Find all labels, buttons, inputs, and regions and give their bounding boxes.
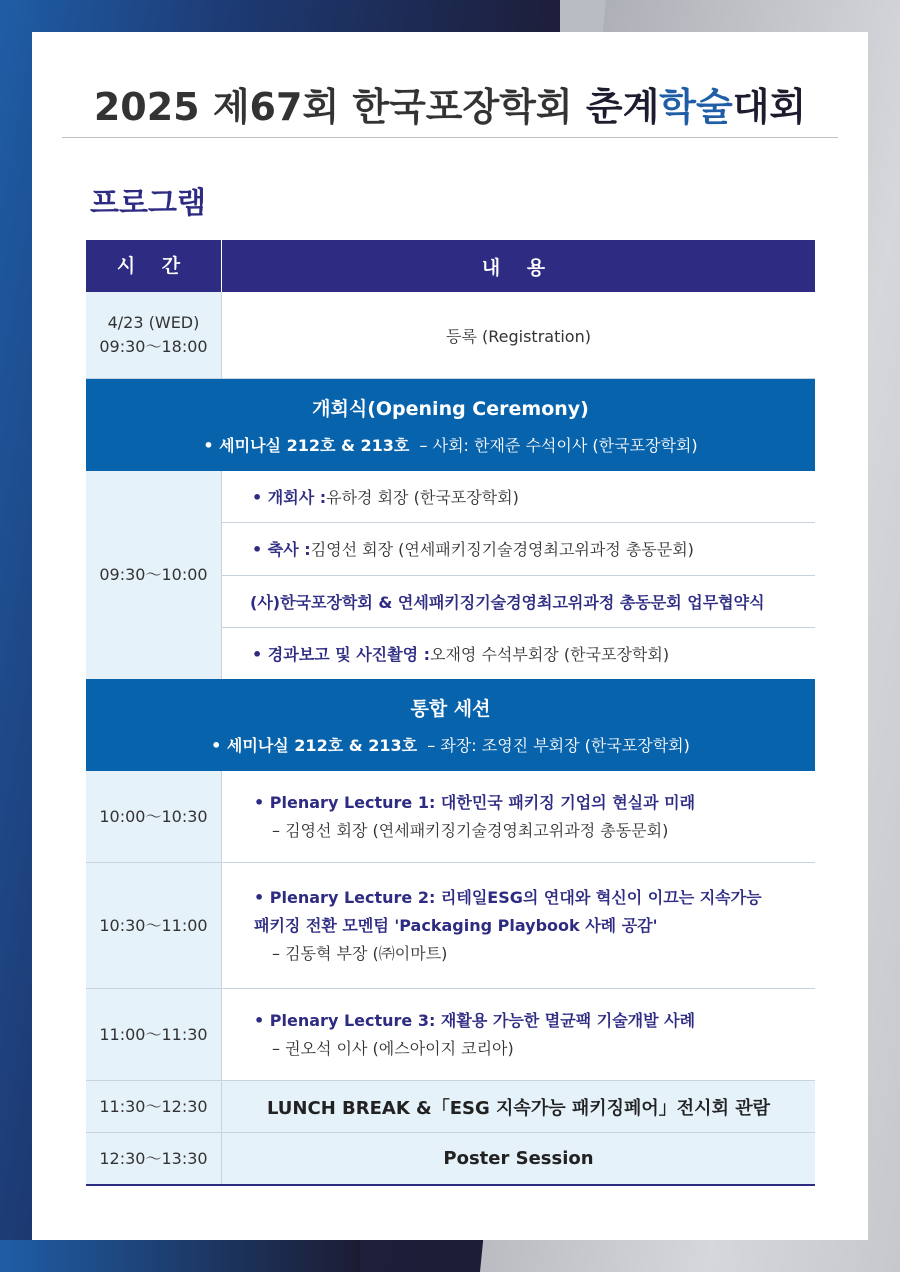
session-title: 통합 세션 xyxy=(410,698,491,720)
lecture-2-content: • Plenary Lecture 2: 리테일ESG의 연대와 혁신이 이끄는 지속가능 패키징 전환 모멘텀 'Packaging Playbook 사례 공감' – 김동혁 부장 (㈜이마트) xyxy=(254,887,762,963)
section-title: 프로그램 xyxy=(90,186,206,221)
program-table xyxy=(86,240,815,1186)
poster-time: 12:30～13:30 xyxy=(86,1133,222,1184)
lunch-time: 11:30～12:30 xyxy=(86,1081,222,1132)
background-bottom-strip xyxy=(0,1240,360,1272)
opening-title: 개회식(Opening Ceremony) xyxy=(312,398,589,420)
list-item-congratulations: • 축사 : 김영선 회장 (연세패키징기술경영최고위과정 총동문회) xyxy=(222,523,815,575)
title-divider xyxy=(62,137,838,138)
list-item-opening-address: • 개회사 : 유하경 회장 (한국포장학회) xyxy=(222,471,815,523)
lunch-content: LUNCH BREAK &「ESG 지속가능 패키징페어」전시회 관람 xyxy=(266,1097,771,1119)
opening-banner xyxy=(86,379,815,471)
lecture-3-time: 11:00～11:30 xyxy=(86,989,222,1080)
table-row-lecture-2 xyxy=(86,863,815,989)
table-row-lecture-3 xyxy=(86,989,815,1081)
poster-content: Poster Session xyxy=(443,1148,594,1169)
table-row-lecture-1 xyxy=(86,771,815,863)
registration-content: 등록 (Registration) xyxy=(446,326,591,346)
lecture-2-time: 10:30～11:00 xyxy=(86,863,222,988)
opening-block xyxy=(86,471,815,679)
list-item-mou: (사)한국포장학회 & 연세패키징기술경영최고위과정 총동문회 업무협약식 xyxy=(222,576,815,628)
header-time: 시 간 xyxy=(86,240,222,292)
table-header xyxy=(86,240,815,292)
table-row-registration xyxy=(86,292,815,379)
session-banner xyxy=(86,679,815,771)
opening-time: 09:30～10:00 xyxy=(86,471,222,679)
lecture-1-content: • Plenary Lecture 1: 대한민국 패키징 기업의 현실과 미래 – 김영선 회장 (연세패키징기술경영최고위과정 총동문회) xyxy=(254,792,696,840)
table-row-poster xyxy=(86,1133,815,1186)
lecture-3-content: • Plenary Lecture 3: 재활용 가능한 멸균팩 기술개발 사례 – 권오석 이사 (에스아이지 코리아) xyxy=(254,1010,696,1058)
session-subline: • 세미나실 212호 & 213호 – 좌장: 조영진 부회장 (한국포장학회) xyxy=(211,736,690,755)
header-content: 내 용 xyxy=(481,256,556,279)
registration-time: 4/23 (WED) 09:30～18:00 xyxy=(86,292,222,378)
lecture-1-time: 10:00～10:30 xyxy=(86,771,222,862)
list-item-report-photo: • 경과보고 및 사진촬영 : 오재영 수석부회장 (한국포장학회) xyxy=(252,644,670,664)
table-row-lunch xyxy=(86,1081,815,1133)
opening-subline: • 세미나실 212호 & 213호 – 사회: 한재준 수석이사 (한국포장학회) xyxy=(203,436,698,455)
page-title: 2025 제67회 한국포장학회 춘계학술대회 xyxy=(93,85,807,129)
